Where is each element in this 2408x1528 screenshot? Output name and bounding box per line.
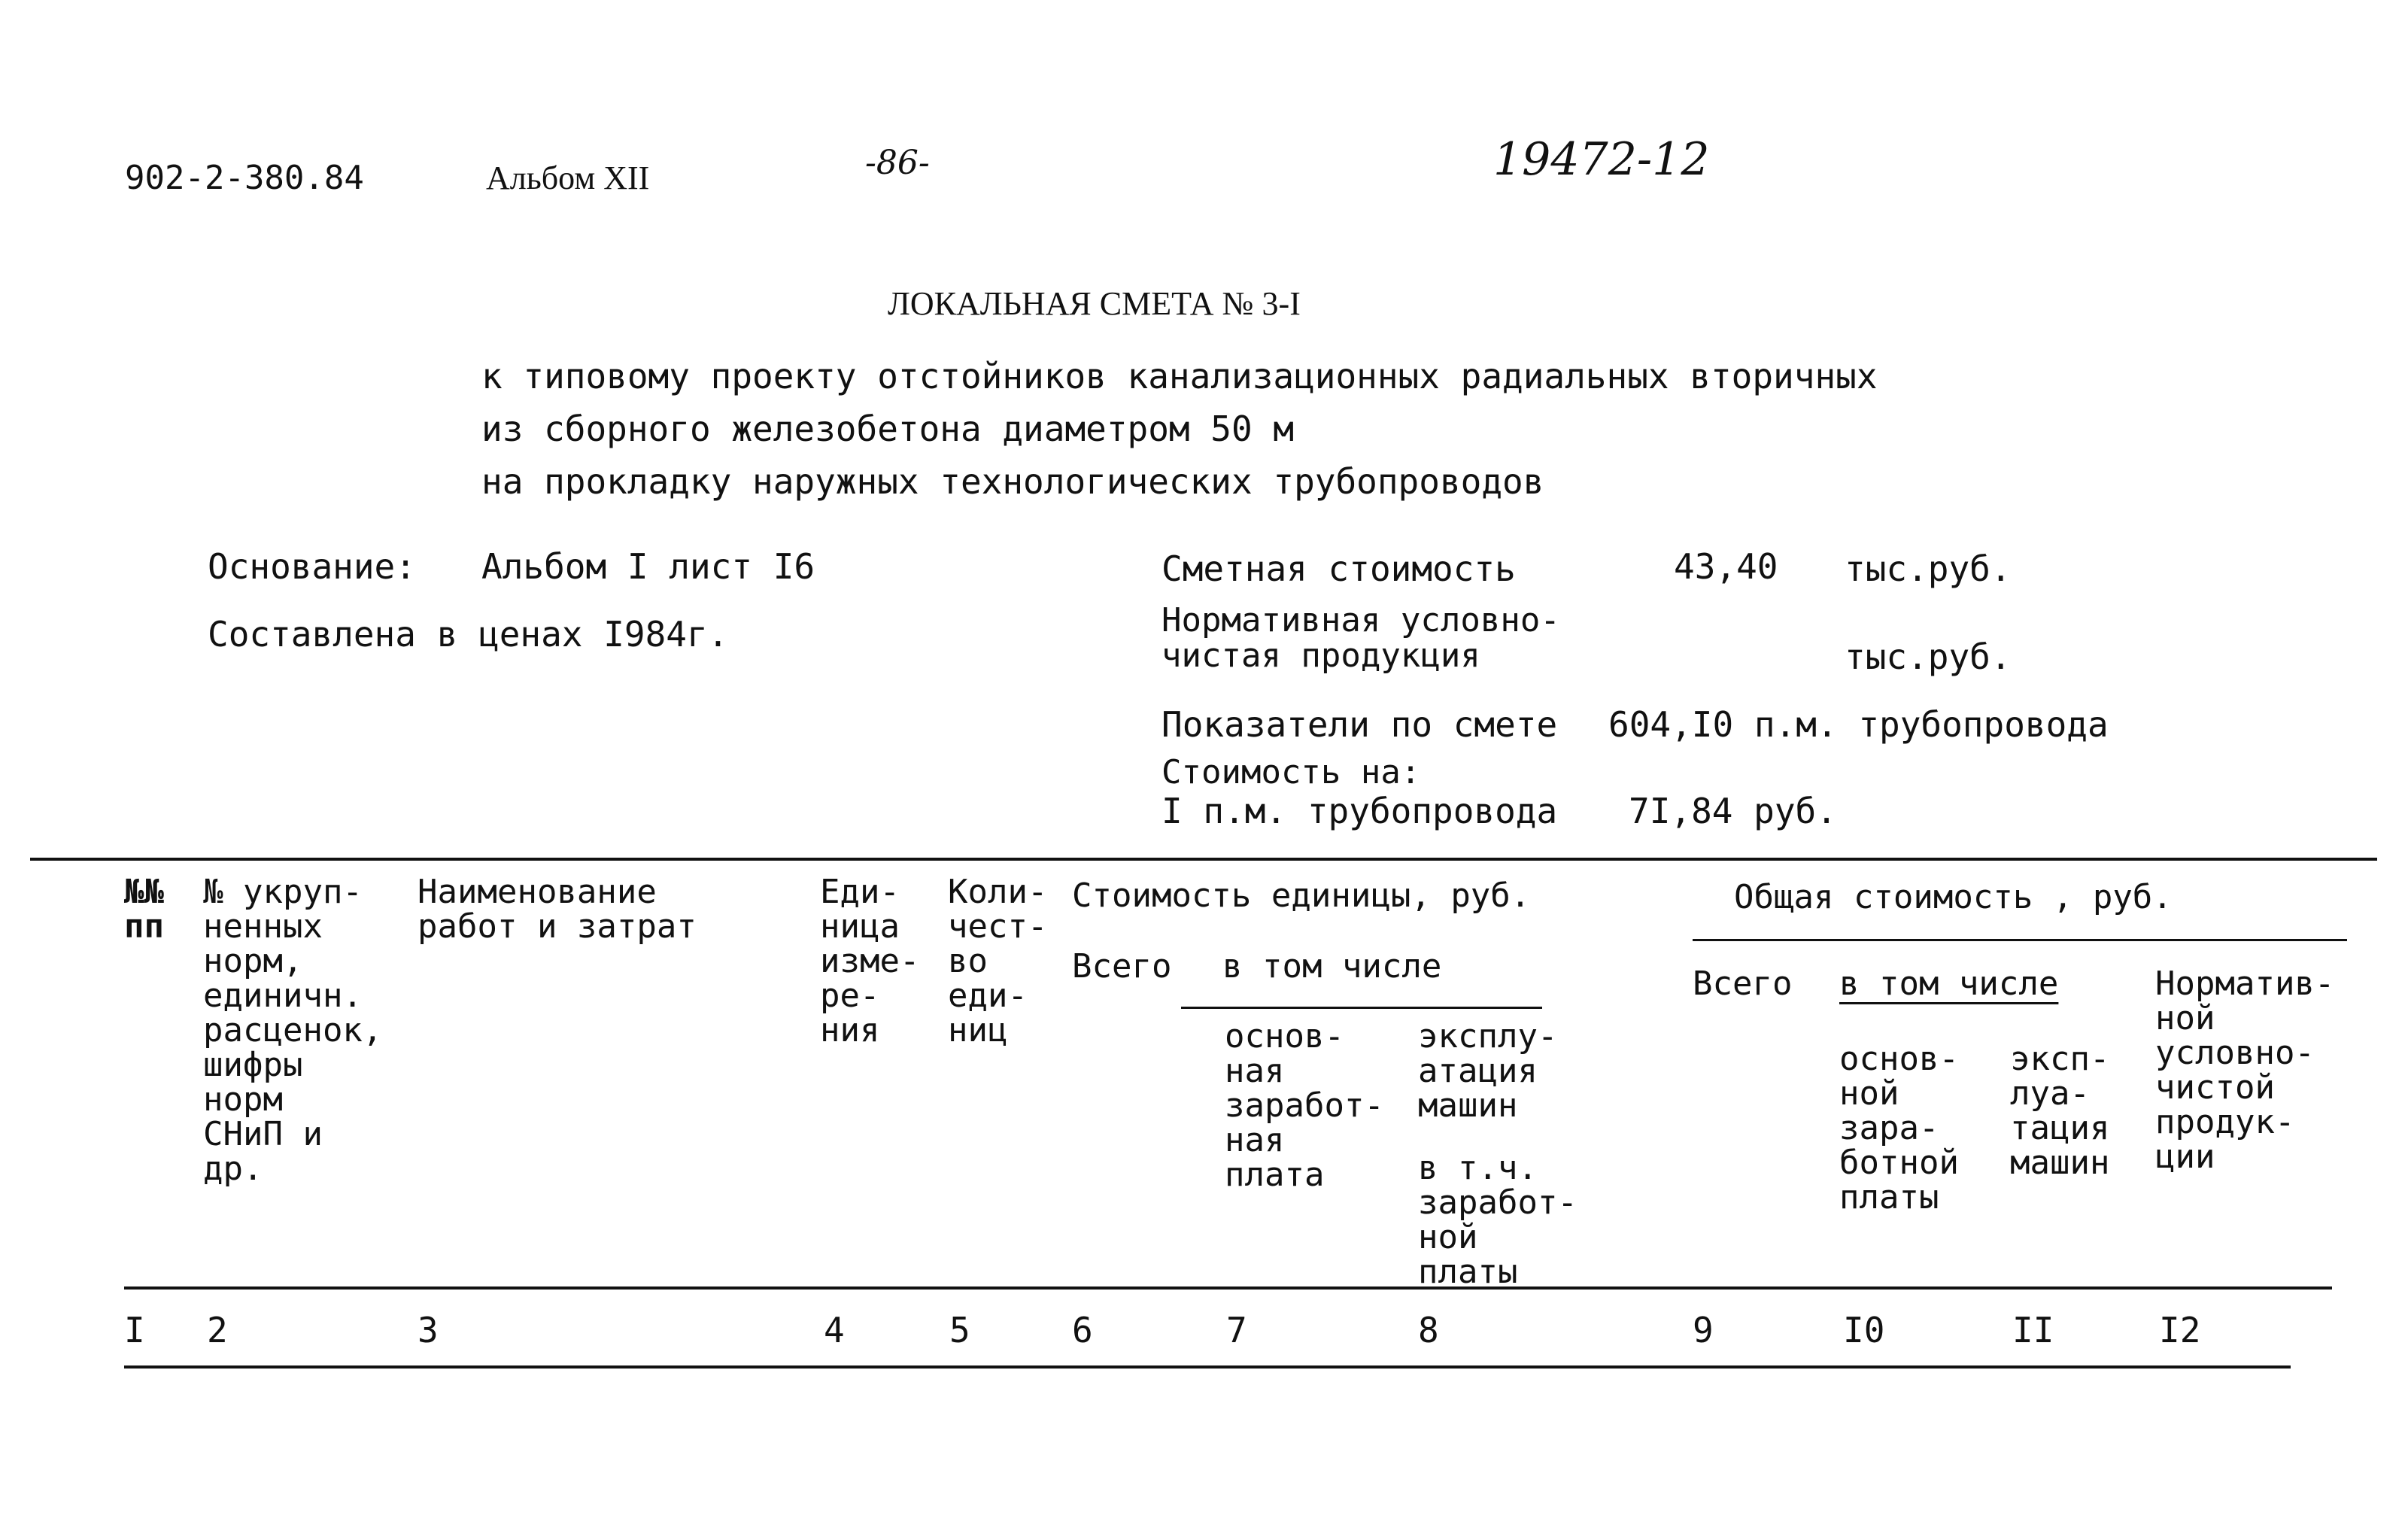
header-col-9: Всего <box>1693 964 1793 1003</box>
prices-line: Составлена в ценах I984г. <box>208 614 729 655</box>
header-col-10: основ- ной зара- ботной платы <box>1839 1040 1959 1217</box>
header-col-7: основ- ная заработ- ная плата <box>1225 1017 1384 1194</box>
normative-unit: тыс.руб. <box>1845 636 2012 677</box>
handwritten-number: 19472-12 <box>1493 133 1710 186</box>
subtitle-line-3: на прокладку наружных технологических трубопроводов <box>481 461 1544 502</box>
header-col-12: Норматив- ной условно- чистой продук- ции <box>2155 964 2335 1176</box>
album-label: Альбом XII <box>486 159 650 196</box>
cost-per-label: Стоимость на: <box>1161 753 1421 791</box>
cost-per-unit-label: I п.м. трубопровода <box>1161 791 1558 831</box>
total-cost-incl-header: в том числе <box>1839 964 2059 1003</box>
cost-per-unit-value: 7I,84 руб. <box>1629 791 1837 831</box>
indicators-value: 604,I0 п.м. трубопровода <box>1608 704 2109 745</box>
document-code: 902-2-380.84 <box>125 159 364 197</box>
subtitle-line-2: из сборного железобетона диаметром 50 м <box>481 409 1295 449</box>
header-bottom-rule <box>124 1286 2332 1290</box>
header-col-8-wages: в т.ч. заработ- ной платы <box>1418 1149 1577 1291</box>
header-col-11: эксп- луа- тация машин <box>2010 1040 2110 1182</box>
column-number-2: 2 <box>207 1310 228 1350</box>
indicators-label: Показатели по смете <box>1161 704 1558 745</box>
column-number-12: I2 <box>2159 1310 2201 1350</box>
header-col-2: № укруп- ненных норм, единичн. расценок, шифры норм СНиП и др. <box>203 873 383 1188</box>
unit-incl-rule <box>1181 1007 1542 1009</box>
column-number-3: 3 <box>418 1310 439 1350</box>
normative-label-line-2: чистая продукция <box>1161 636 1480 675</box>
total-group-rule <box>1693 939 2347 941</box>
basis-label: Основание: <box>208 546 416 587</box>
column-number-10: I0 <box>1843 1310 1885 1350</box>
page-number: -86- <box>865 144 930 182</box>
table-top-rule <box>30 858 2377 861</box>
header-col-4: Еди- ница изме- ре- ния <box>820 873 920 1050</box>
header-col-8-machines: эксплу- атация машин <box>1418 1017 1558 1125</box>
normative-label-line-1: Нормативная условно- <box>1161 601 1560 639</box>
total-cost-group-header: Общая стоимость , руб. <box>1734 878 2173 916</box>
column-number-11: II <box>2012 1310 2054 1350</box>
column-number-9: 9 <box>1693 1310 1714 1350</box>
column-number-7: 7 <box>1226 1310 1247 1350</box>
column-number-8: 8 <box>1418 1310 1439 1350</box>
header-col-5: Коли- чест- во еди- ниц <box>948 873 1048 1050</box>
column-number-1: I <box>124 1310 145 1350</box>
estimated-cost-value: 43,40 <box>1674 546 1778 587</box>
document-title: ЛОКАЛЬНАЯ СМЕТА № 3-I <box>888 285 1301 322</box>
column-number-6: 6 <box>1072 1310 1093 1350</box>
estimated-cost-label: Сметная стоимость <box>1161 548 1516 589</box>
column-number-5: 5 <box>949 1310 970 1350</box>
estimated-cost-unit: тыс.руб. <box>1845 548 2012 589</box>
subtitle-line-1: к типовому проекту отстойников канализационных радиальных вторичных <box>481 356 1878 396</box>
unit-cost-group-header: Стоимость единицы, руб. <box>1072 876 1531 915</box>
header-col-6: Всего <box>1072 947 1172 986</box>
column-numbers-bottom-rule <box>124 1365 2291 1369</box>
basis-value: Альбом I лист I6 <box>481 546 815 587</box>
unit-cost-incl-header: в том числе <box>1222 947 1442 986</box>
header-col-1: №№ пп <box>124 873 164 946</box>
header-col-3: Наименование работ и затрат <box>418 873 697 946</box>
column-number-4: 4 <box>824 1310 845 1350</box>
